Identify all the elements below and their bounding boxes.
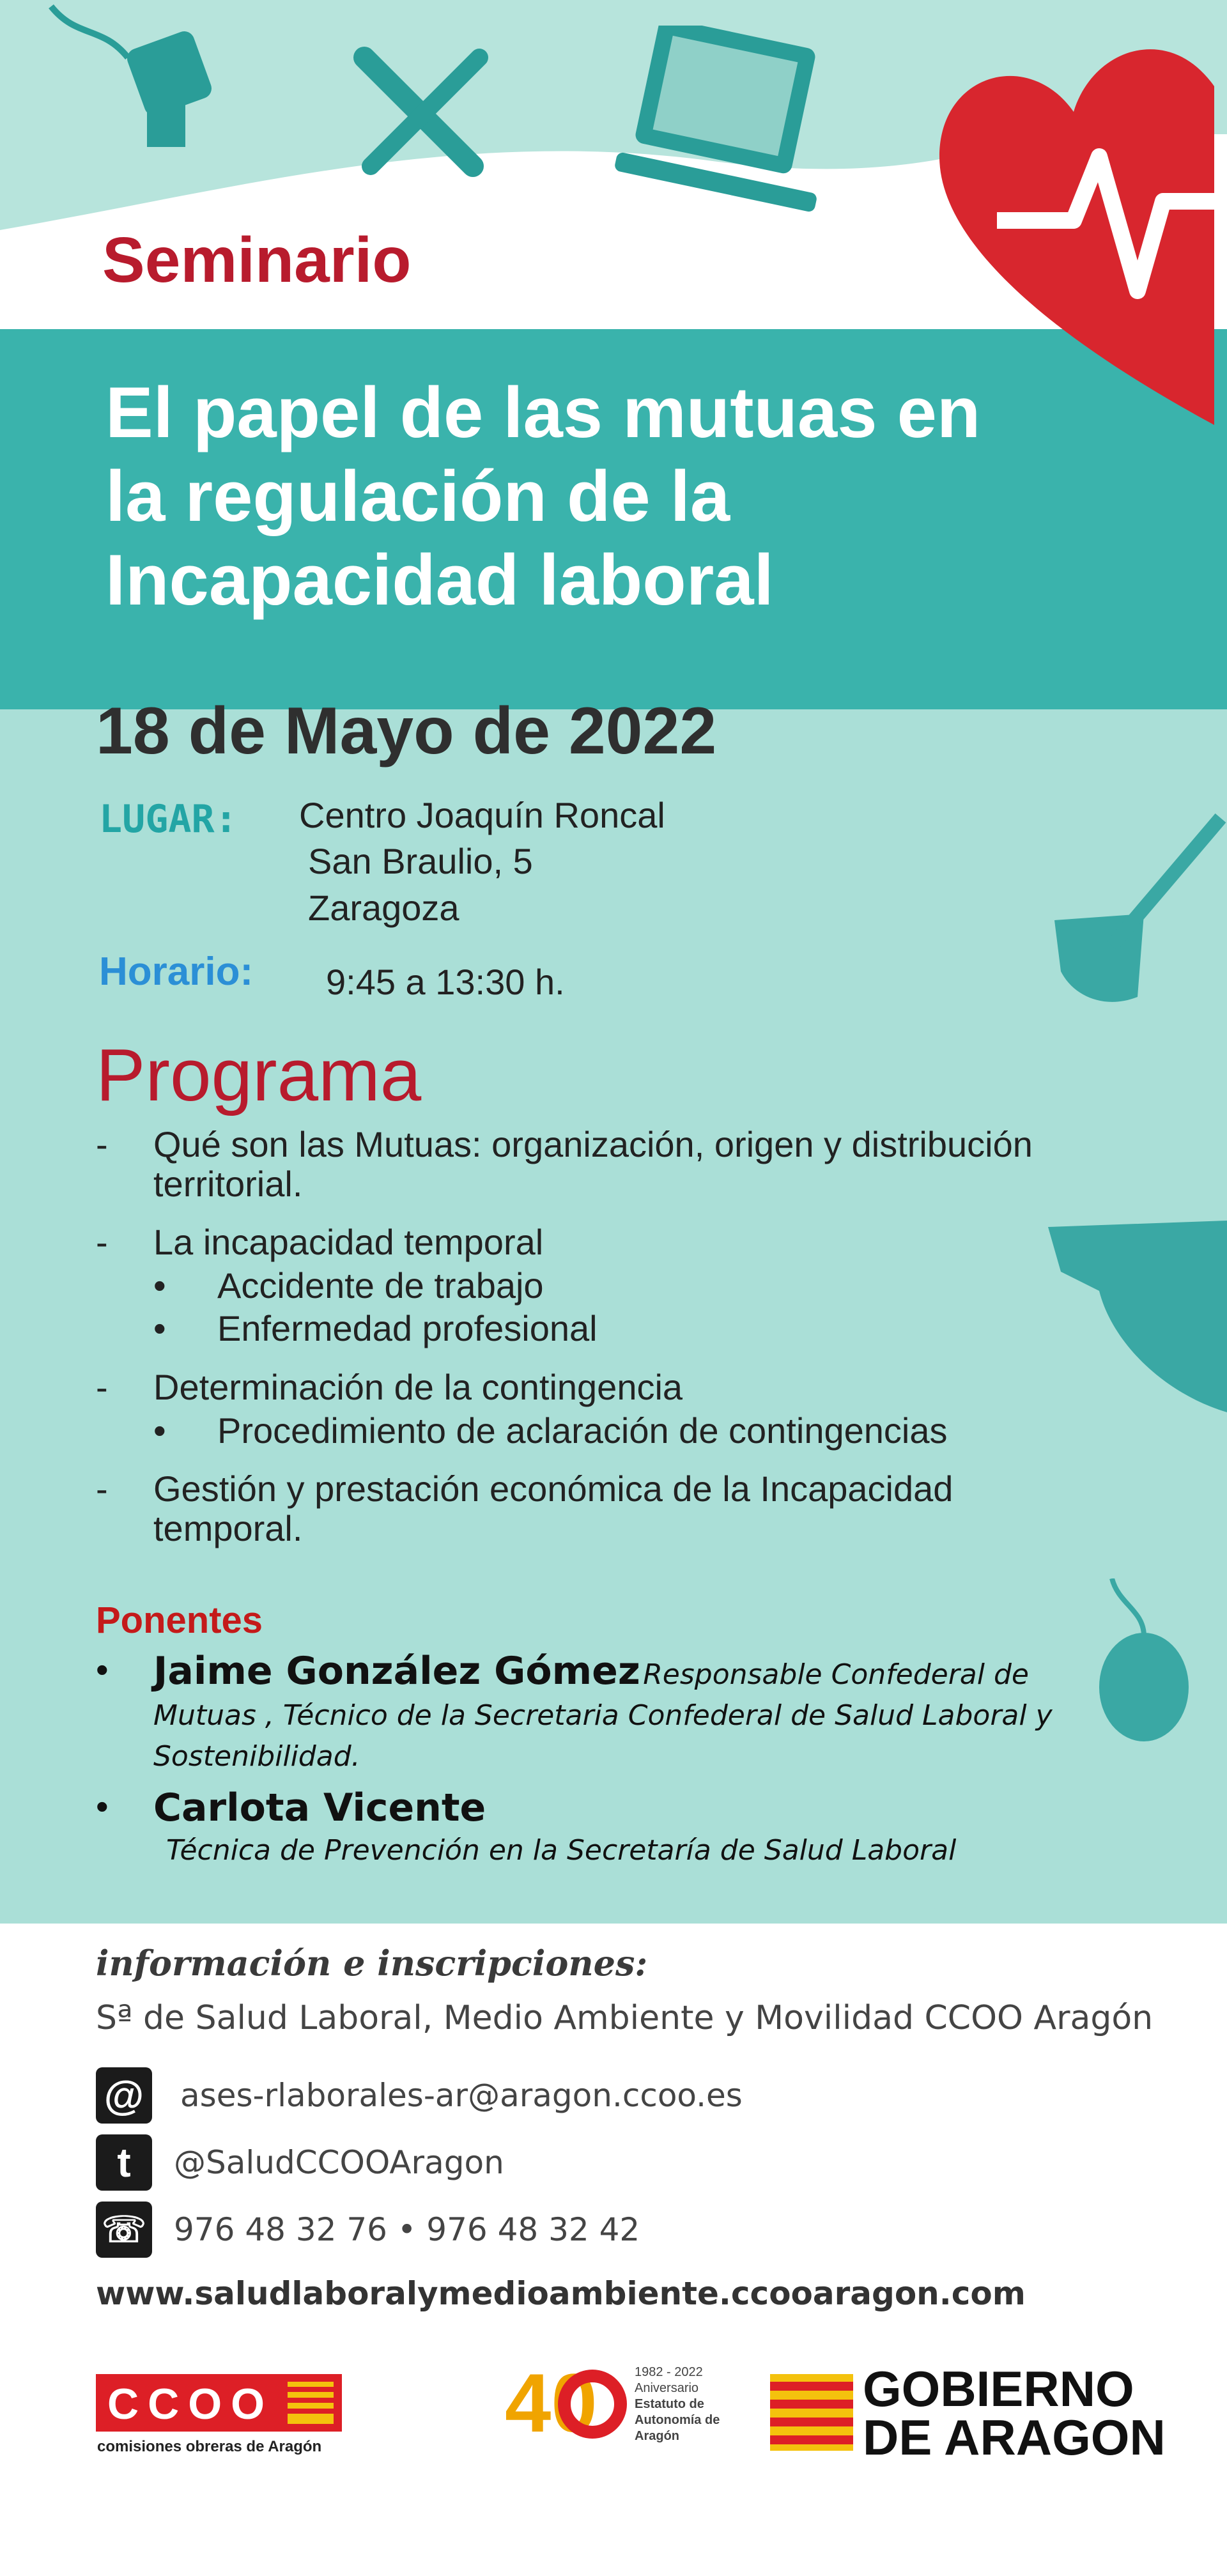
- bullet: •: [153, 1308, 166, 1349]
- speaker-item: [96, 1649, 1093, 1777]
- anniversary-line: Aragón: [635, 2429, 679, 2443]
- place-line-street: San Braulio, 5: [308, 841, 533, 881]
- program-heading: Programa: [96, 1033, 422, 1116]
- bullet: •: [153, 1410, 166, 1451]
- twitter-icon: t: [96, 2134, 152, 2191]
- anniversary-logo: [505, 2356, 626, 2449]
- program-subitem-text: Accidente de trabajo: [217, 1265, 544, 1306]
- speaker-item: [96, 1785, 1093, 1871]
- program-subitem: [153, 1266, 1093, 1306]
- program-subitem-text: Procedimiento de aclaración de contingencias: [217, 1410, 948, 1451]
- heart-pulse-icon: [914, 10, 1227, 431]
- place-line-city: Zaragoza: [308, 888, 459, 928]
- seminar-label: Seminario: [102, 224, 412, 296]
- bullet: •: [96, 1649, 109, 1690]
- dash-bullet: -: [96, 1469, 108, 1509]
- program-item-text: Qué son las Mutuas: organización, origen y distribución territorial.: [153, 1124, 1033, 1204]
- shovel-icon: [1035, 805, 1227, 1016]
- website-link[interactable]: www.saludlaboralymedioambiente.ccooaragon.com: [96, 2275, 1026, 2312]
- gobierno-line: GOBIERNO: [863, 2361, 1134, 2417]
- anniversary-line: Autonomía de: [635, 2413, 720, 2427]
- bullet: •: [153, 1265, 166, 1306]
- info-organization: Sª de Salud Laboral, Medio Ambiente y Movilidad CCOO Aragón: [96, 1999, 1154, 2037]
- dash-bullet: -: [96, 1222, 108, 1263]
- program-subitem: [153, 1309, 1093, 1348]
- bullet: •: [96, 1786, 109, 1827]
- email-link[interactable]: ases-rlaborales-ar@aragon.ccoo.es: [180, 2077, 743, 2114]
- phone-icon: ☏: [96, 2202, 152, 2258]
- bottom-wave: [0, 1872, 1227, 1949]
- ccoo-caption: comisiones obreras de Aragón: [97, 2438, 322, 2455]
- program-item: [96, 1125, 1093, 1203]
- phone-numbers: 976 48 32 76 • 976 48 32 42: [174, 2211, 640, 2248]
- dash-bullet: -: [96, 1366, 108, 1407]
- ccoo-logo-text: CCOO: [107, 2380, 274, 2428]
- speaker-role: Técnica de Prevención en la Secretaría de Salud Laboral: [166, 1834, 957, 1867]
- speaker-name: Carlota Vicente: [153, 1785, 486, 1831]
- twitter-handle[interactable]: @SaludCCOOAragon: [174, 2144, 504, 2181]
- anniversary-number: 40: [505, 2356, 598, 2449]
- speaker-name: Jaime González Gómez: [153, 1649, 640, 1693]
- anniversary-line: Estatuto de: [635, 2397, 704, 2411]
- info-heading: información e inscripciones:: [96, 1943, 648, 1984]
- program-item-text: Determinación de la contingencia: [153, 1366, 683, 1407]
- program-subitem: [153, 1411, 1093, 1451]
- gobierno-logo-text: [863, 2361, 1166, 2466]
- gobierno-flag-icon: [770, 2374, 853, 2451]
- schedule-value: 9:45 a 13:30 h.: [326, 962, 565, 1002]
- speakers-heading: Ponentes: [96, 1600, 263, 1641]
- dash-bullet: -: [96, 1124, 108, 1164]
- aragon-flag-icon: [288, 2382, 334, 2424]
- speaker-role: Responsable Confederal de Mutuas , Técnico de la Secretaria Confederal de Salud Laboral y Sostenibilidad.: [153, 1658, 1053, 1773]
- at-icon: @: [96, 2067, 152, 2124]
- anniversary-ring-icon: [557, 2369, 628, 2439]
- wrench-screwdriver-icon: [345, 38, 498, 192]
- speakers-list: [96, 1649, 1093, 1880]
- event-date: 18 de Mayo de 2022: [96, 694, 717, 768]
- program-item: [96, 1469, 1093, 1548]
- program-subitem-text: Enfermedad profesional: [217, 1308, 598, 1349]
- place-line-venue: Centro Joaquín Roncal: [299, 795, 665, 835]
- place-label: LUGAR:: [99, 797, 238, 842]
- program-list: [96, 1125, 1093, 1567]
- schedule-label: Horario:: [99, 950, 254, 994]
- program-item: [96, 1222, 1093, 1348]
- seminar-title: El papel de las mutuas en la regulación de la Incapacidad laboral: [105, 373, 981, 621]
- anniversary-line: 1982 - 2022: [635, 2365, 703, 2379]
- anniversary-caption: [635, 2364, 756, 2444]
- computer-mouse-icon: [1086, 1578, 1201, 1745]
- program-item-text: Gestión y prestación económica de la Incapacidad temporal.: [153, 1469, 953, 1548]
- gobierno-line: DE ARAGON: [863, 2409, 1166, 2466]
- ccoo-logo: [96, 2374, 342, 2432]
- program-item-text: La incapacidad temporal: [153, 1222, 544, 1263]
- laptop-icon: [607, 26, 850, 224]
- pneumatic-drill-icon: [38, 0, 230, 160]
- program-item: [96, 1368, 1093, 1450]
- anniversary-line: Aniversario: [635, 2381, 699, 2395]
